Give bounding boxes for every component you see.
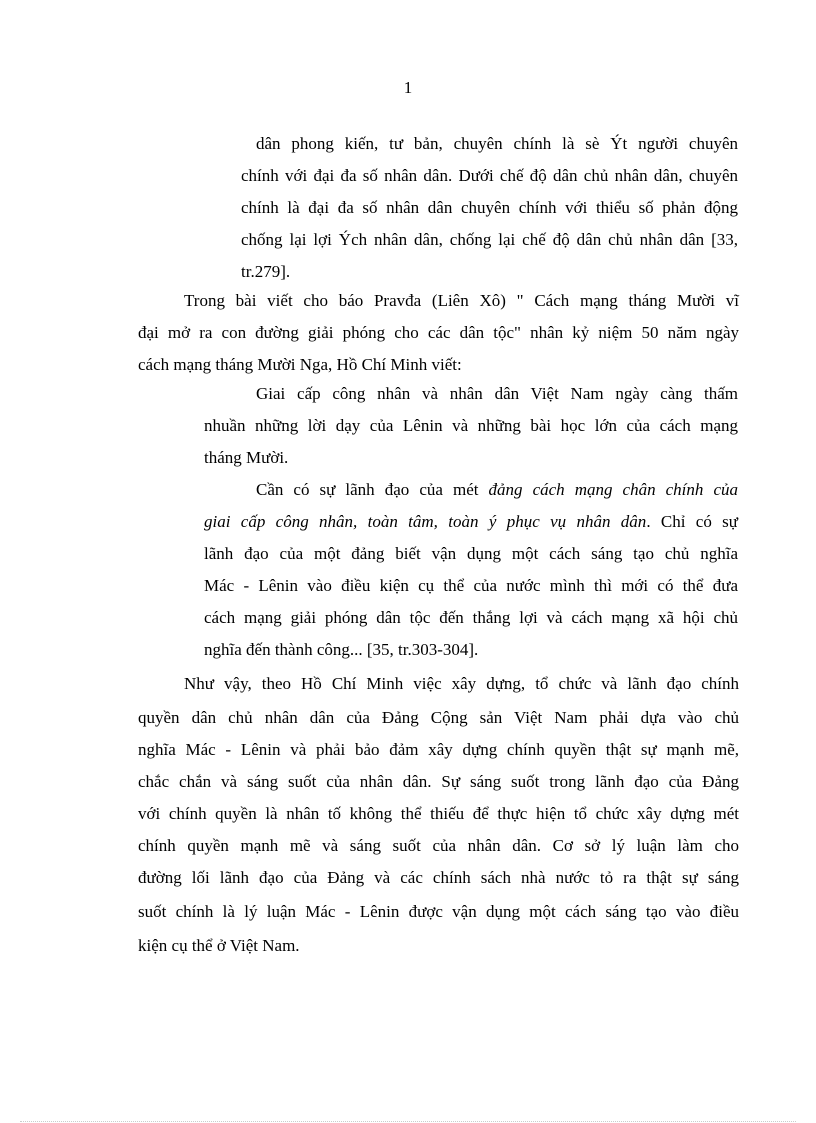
page-number: 1 [403,78,413,97]
quote1-line: chính với đại đa số nhân dân. Dưới chế độ dân chủ nhân dân, chuyên [241,166,738,185]
paragraph2-line: đường lối lãnh đạo của Đảng và các chính sách nhà nước tỏ ra thật sự sáng [138,868,739,887]
quote1-line: tr.279]. [241,262,291,281]
quote1-line: chính là đại đa số nhân dân chuyên chính với thiểu số phản động [241,198,738,217]
paragraph2-line: chắc chắn và sáng suốt của nhân dân. Sự sáng suốt trong lãnh đạo của Đảng [138,772,739,791]
page-bottom-rule [20,1121,796,1122]
quote2-line: tháng Mười. [204,448,289,467]
quote2-normal-text: Cần có sự lãnh đạo của mét [256,480,489,499]
paragraph1-line: cách mạng tháng Mười Nga, Hồ Chí Minh viết: [138,355,462,374]
paragraph2-line: nghĩa Mác - Lênin và phải bảo đảm xây dựng chính quyền thật sự mạnh mẽ, [138,740,739,759]
quote2-line [256,474,738,506]
paragraph1-line: Trong bài viết cho báo Pravđa (Liên Xô) " Cách mạng tháng Mười vĩ [184,291,739,310]
quote2-line [204,506,738,538]
quote2-line: lãnh đạo của một đảng biết vận dụng một cách sáng tạo chủ nghĩa [204,544,738,563]
paragraph2-line: Như vậy, theo Hồ Chí Minh việc xây dựng, tổ chức và lãnh đạo chính [184,674,739,693]
quote1-line: dân phong kiến, tư bản, chuyên chính là sè Ýt người chuyên [256,134,738,153]
paragraph2-line: suốt chính là lý luận Mác - Lênin được vận dụng một cách sáng tạo vào điều [138,902,739,921]
paragraph2-line: quyền dân chủ nhân dân của Đảng Cộng sản Việt Nam phải dựa vào chủ [138,708,739,727]
paragraph2-line: với chính quyền là nhân tố không thể thiếu để thực hiện tổ chức xây dựng mét [138,804,739,823]
quote2-line: nghĩa đến thành công... [35, tr.303-304]. [204,640,479,659]
quote2-emphasis-text: giai cấp công nhân, toàn tâm, toàn ý phục vụ nhân dân [204,512,647,531]
quote2-line: Giai cấp công nhân và nhân dân Việt Nam ngày càng thấm [256,384,738,403]
quote2-emphasis-text: đảng cách mạng chân chính của [488,480,738,499]
quote2-line: nhuần những lời dạy của Lênin và những bài học lớn của cách mạng [204,416,738,435]
paragraph1-line: đại mở ra con đường giải phóng cho các dân tộc" nhân kỷ niệm 50 năm ngày [138,323,739,342]
quote2-line: Mác - Lênin vào điều kiện cụ thể của nước mình thì mới có thể đưa [204,576,738,595]
paragraph2-line: kiện cụ thể ở Việt Nam. [138,936,300,955]
paragraph2-line: chính quyền mạnh mẽ và sáng suốt của nhân dân. Cơ sở lý luận làm cho [138,836,739,855]
quote1-line: chống lại lợi Ých nhân dân, chống lại chế độ dân chủ nhân dân [33, [241,230,738,249]
quote2-line: cách mạng giải phóng dân tộc đến thắng lợi và cách mạng xã hội chủ [204,608,738,627]
quote2-normal-text: . Chỉ có sự [646,512,739,531]
